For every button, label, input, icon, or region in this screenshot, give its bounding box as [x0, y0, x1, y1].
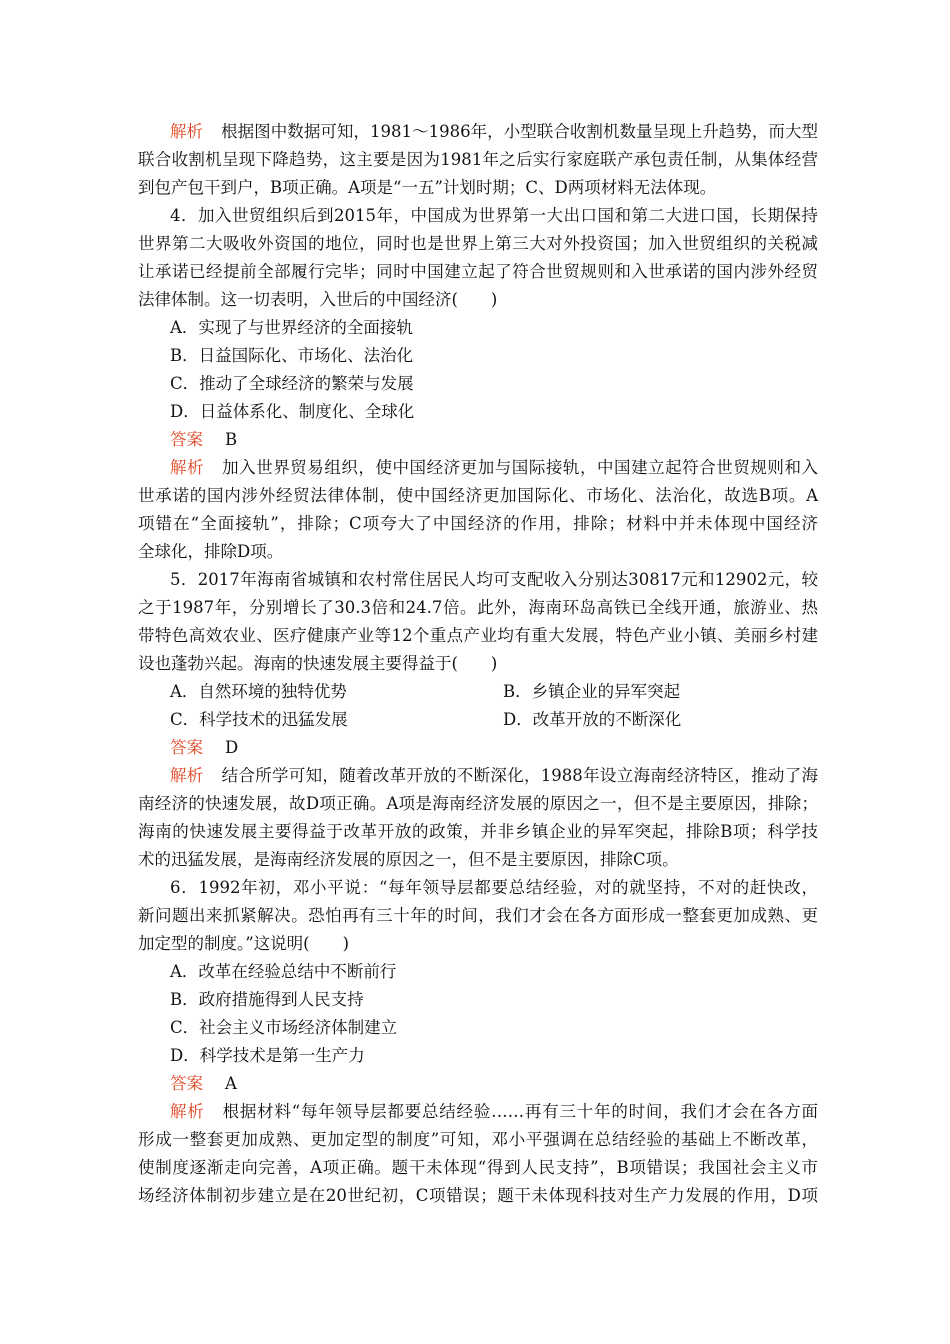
q4-analysis-line-4: 全球化，排除D项。 — [138, 542, 284, 561]
q4-analysis-line-3: 项错在“全面接轨”，排除；C项夸大了中国经济的作用，排除；材料中并未体现中国经济 — [138, 514, 818, 533]
analysis-label: 解析 — [170, 766, 204, 785]
q6-analysis-line-4: 场经济体制初步建立是在20世纪初，C项错误；题干未体现科技对生产力发展的作用，D项 — [138, 1186, 818, 1205]
q5-answer-value: D — [225, 738, 239, 757]
q6-stem-line-2: 新问题出来抓紧解决。恐怕再有三十年的时间，我们才会在各方面形成一整套更加成熟、更 — [138, 906, 818, 925]
analysis-label: 解析 — [170, 458, 205, 477]
q4-stem-line-4: 法律体制。这一切表明，入世后的中国经济( ) — [138, 290, 498, 309]
q4-option-b: B．日益国际化、市场化、法治化 — [170, 346, 414, 365]
q4-option-a: A．实现了与世界经济的全面接轨 — [170, 318, 413, 337]
analysis-label: 解析 — [170, 122, 204, 141]
answer-label: 答案 — [170, 1074, 203, 1093]
q3-analysis-line-2: 联合收割机呈现下降趋势，这主要是因为1981年之后实行家庭联产承包责任制，从集体经营 — [138, 150, 818, 169]
q5-analysis-line-4: 术的迅猛发展，是海南经济发展的原因之一，但不是主要原因，排除C项。 — [138, 850, 679, 869]
q4-answer-value: B — [225, 430, 238, 449]
q6-stem-line-1: 6．1992年初，邓小平说：“每年领导层都要总结经验，对的就坚持，不对的赶快改， — [170, 878, 818, 897]
q5-stem-line-4: 设也蓬勃兴起。海南的快速发展主要得益于( ) — [138, 654, 498, 673]
q5-stem-line-2: 之于1987年，分别增长了30.3倍和24.7倍。此外，海南环岛高铁已全线开通，旅游业、热 — [138, 598, 818, 617]
q4-option-d: D．日益体系化、制度化、全球化 — [170, 402, 415, 421]
q5-option-a: A．自然环境的独特优势 — [170, 682, 347, 701]
q3-analysis-line-3: 到包产包干到户，B项正确。A项是“一五”计划时期；C、D两项材料无法体现。 — [138, 178, 717, 197]
q6-analysis-line-3: 使制度逐渐走向完善，A项正确。题干未体现“得到人民支持”，B项错误；我国社会主义市 — [138, 1158, 818, 1177]
q4-stem-line-2: 世界第二大吸收外资国的地位，同时也是世界上第三大对外投资国；加入世贸组织的关税减 — [138, 234, 818, 253]
q4-analysis-line-1: 解析 加入世界贸易组织，使中国经济更加与国际接轨，中国建立起符合世贸规则和入 — [170, 458, 819, 477]
q4-option-c: C．推动了全球经济的繁荣与发展 — [170, 374, 414, 393]
q6-option-d: D．科学技术是第一生产力 — [170, 1046, 365, 1065]
q5-stem-line-1: 5．2017年海南省城镇和农村常住居民人均可支配收入分别达30817元和12902元，较 — [170, 570, 818, 589]
q6-option-a: A．改革在经验总结中不断前行 — [170, 962, 397, 981]
q6-answer-value: A — [225, 1074, 237, 1093]
q5-analysis-line-3: 海南的快速发展主要得益于改革开放的政策，并非乡镇企业的异军突起，排除B项；科学技 — [138, 822, 818, 841]
q5-stem-line-3: 带特色高效农业、医疗健康产业等12个重点产业均有重大发展，特色产业小镇、美丽乡村建 — [138, 626, 818, 645]
analysis-label: 解析 — [170, 1102, 205, 1121]
q5-option-c: C．科学技术的迅猛发展 — [170, 710, 348, 729]
q3-analysis-line-1: 解析 根据图中数据可知，1981～1986年，小型联合收割机数量呈现上升趋势，而大型 — [170, 122, 819, 141]
q4-analysis-line-2: 世承诺的国内涉外经贸法律体制，使中国经济更加国际化、市场化、法治化，故选B项。A — [138, 486, 818, 505]
q6-analysis-line-2: 形成一整套更加成熟、更加定型的制度”可知，邓小平强调在总结经验的基础上不断改革， — [138, 1130, 818, 1149]
q4-stem-line-1: 4．加入世贸组织后到2015年，中国成为世界第一大出口国和第二大进口国，长期保持 — [170, 206, 818, 225]
q6-option-c: C．社会主义市场经济体制建立 — [170, 1018, 398, 1037]
answer-label: 答案 — [170, 430, 203, 449]
q5-analysis-line-2: 南经济的快速发展，故D项正确。A项是海南经济发展的原因之一，但不是主要原因，排除； — [138, 794, 818, 813]
q5-option-b: B．乡镇企业的异军突起 — [503, 682, 681, 701]
q5-answer — [170, 738, 238, 758]
q6-option-b: B．政府措施得到人民支持 — [170, 990, 364, 1009]
q6-stem-line-3: 加定型的制度。”这说明( ) — [138, 934, 350, 953]
q4-answer — [170, 430, 237, 450]
q4-stem-line-3: 让承诺已经提前全部履行完毕；同时中国建立起了符合世贸规则和入世承诺的国内涉外经贸 — [138, 262, 818, 281]
q5-option-d: D．改革开放的不断深化 — [503, 710, 682, 729]
q6-analysis-line-1: 解析 根据材料“每年领导层都要总结经验……再有三十年的时间，我们才会在各方面 — [170, 1102, 819, 1121]
q5-analysis-line-1: 解析 结合所学可知，随着改革开放的不断深化，1988年设立海南经济特区，推动了海 — [170, 766, 819, 785]
answer-label: 答案 — [170, 738, 203, 757]
q6-answer — [170, 1074, 237, 1094]
